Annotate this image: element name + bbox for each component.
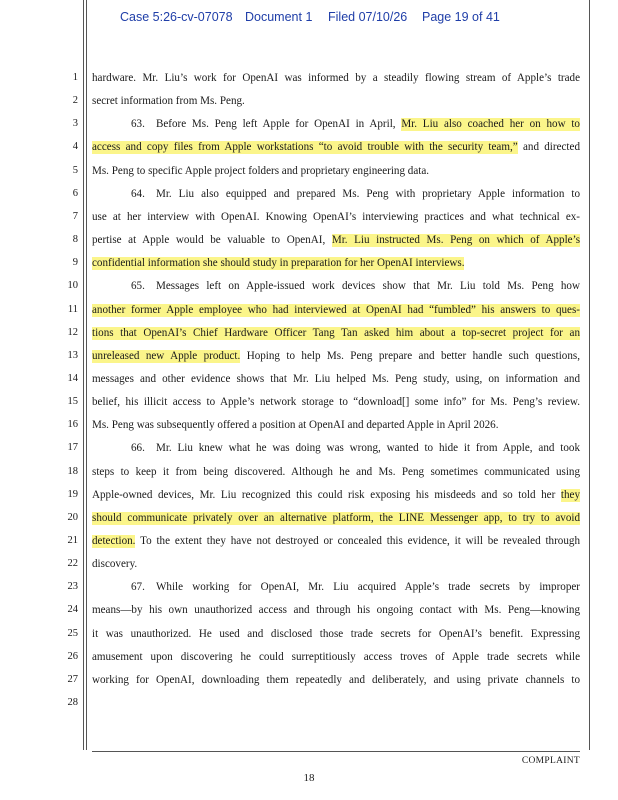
highlighted-text: access and copy files from Apple workstations “to avoid trouble with the security team,”: [92, 141, 518, 154]
text-segment: 66. Mr. Liu knew what he was doing was wrong, wanted to hide it from Apple, and took: [131, 442, 580, 455]
text-segment: Hoping to help Ms. Peng prepare and better handle such questions,: [240, 349, 580, 362]
text-segment: 67. While working for OpenAI, Mr. Liu acquired Apple’s trade secrets by improper: [131, 581, 580, 594]
text-segment: Apple-owned devices, Mr. Liu recognized this could risk exposing his misdeeds and so told her: [92, 488, 561, 501]
line-number: 18: [67, 465, 78, 477]
document-number: Document 1: [245, 10, 313, 24]
text-line: [131, 117, 580, 131]
text-line: [92, 94, 580, 108]
text-segment: working for OpenAI, downloading them repeatedly and deliberately, and using private channels to: [92, 673, 580, 686]
highlighted-text: Mr. Liu also coached her on how to: [401, 118, 580, 131]
line-number: 5: [72, 164, 78, 176]
text-line: [92, 326, 580, 340]
text-segment: To the extent they have not destroyed or concealed this evidence, it will be revealed through: [135, 535, 580, 547]
line-number: 21: [67, 535, 78, 546]
case-header: [0, 10, 618, 26]
text-segment: 64. Mr. Liu also equipped and prepared Ms. Peng with proprietary Apple information to: [131, 187, 580, 200]
text-segment: pertise at Apple would be valuable to OpenAI,: [92, 234, 332, 247]
footer-rule: [92, 751, 580, 752]
text-segment: secret information from Ms. Peng.: [92, 95, 245, 108]
text-line: [92, 210, 580, 224]
text-segment: Ms. Peng was subsequently offered a position at OpenAI and departed Apple in April 2026.: [92, 419, 499, 432]
text-line: [92, 303, 580, 317]
line-number: 20: [67, 511, 78, 523]
line-number: 6: [72, 187, 78, 199]
line-number: 12: [67, 326, 78, 338]
text-line: [92, 603, 580, 617]
highlighted-text: confidential information she should study in preparation for her OpenAI interviews.: [92, 257, 465, 270]
text-line: [92, 71, 580, 85]
highlighted-text: tions that OpenAI’s Chief Hardware Officer Tang Tan asked him about a top-secret project for an: [92, 326, 580, 339]
page-of-total: Page 19 of 41: [422, 10, 500, 24]
line-number: 13: [67, 349, 78, 361]
line-number: 4: [72, 141, 78, 153]
text-line: [92, 557, 580, 571]
text-line: [92, 140, 580, 154]
left-margin-rule-outer: [83, 0, 84, 750]
text-segment: and directed: [517, 141, 580, 154]
text-line: [92, 673, 580, 687]
text-segment: means—by his own unauthorized access and through his ongoing contact with Ms. Peng—knowing: [92, 604, 580, 617]
highlighted-text: should communicate privately over an alternative platform, the LINE Messenger app, to try to avoid: [92, 511, 580, 524]
highlighted-text: detection.: [92, 535, 136, 547]
filed-date: Filed 07/10/26: [328, 10, 408, 24]
text-segment: discovery.: [92, 558, 138, 571]
line-number: 27: [67, 673, 78, 685]
highlighted-text: another former Apple employee who had interviewed at OpenAI had “fumbled” his answers to ques-: [92, 303, 580, 316]
line-number: 19: [67, 488, 78, 500]
line-number: 9: [72, 257, 78, 269]
text-line: [131, 279, 580, 293]
line-number: 2: [72, 95, 78, 107]
line-number: 8: [72, 234, 78, 246]
text-line: [92, 372, 580, 386]
text-segment: hardware. Mr. Liu’s work for OpenAI was informed by a steadily flowing stream of Apple’s trade: [92, 72, 580, 84]
line-number: 3: [72, 118, 78, 130]
text-line: [92, 349, 580, 363]
text-segment: use at her interview with OpenAI. Knowing OpenAI’s interviewing practices and what technical ex-: [92, 210, 580, 223]
text-line: [92, 650, 580, 664]
text-segment: messages and other evidence shows that Mr. Liu helped Ms. Peng study, using, on information and: [92, 372, 580, 385]
line-number: 22: [67, 558, 78, 570]
text-line: [92, 164, 580, 178]
line-number: 15: [67, 396, 78, 408]
text-line: [131, 187, 580, 201]
line-number: 11: [67, 303, 78, 315]
text-line: [92, 395, 580, 409]
line-number: 25: [67, 627, 78, 639]
line-number: 28: [67, 697, 78, 709]
text-line: [92, 256, 580, 270]
text-line: [131, 441, 580, 455]
line-number: 10: [67, 280, 78, 292]
highlighted-text: Mr. Liu instructed Ms. Peng on which of Apple’s: [331, 234, 581, 247]
line-number: 23: [67, 581, 78, 593]
text-line: [131, 580, 580, 594]
text-segment: 65. Messages left on Apple-issued work devices show that Mr. Liu told Ms. Peng how: [131, 280, 580, 293]
page-number: 18: [303, 772, 315, 784]
line-number: 26: [67, 650, 78, 662]
line-number: 17: [67, 442, 78, 454]
line-number: 7: [72, 210, 78, 222]
text-line: [92, 488, 580, 502]
line-number: 1: [72, 72, 78, 83]
line-number: 14: [67, 372, 78, 384]
text-line: [92, 627, 580, 641]
right-margin-rule: [589, 0, 590, 750]
text-segment: 63. Before Ms. Peng left Apple for OpenAI in April,: [131, 118, 402, 131]
left-margin-rule-inner: [86, 0, 87, 750]
highlighted-text: they: [560, 488, 580, 501]
text-segment: Ms. Peng to specific Apple project folders and proprietary engineering data.: [92, 164, 430, 177]
footer-label: COMPLAINT: [521, 756, 580, 766]
highlighted-text: unreleased new Apple product.: [92, 349, 241, 362]
text-line: [92, 534, 580, 548]
text-line: [92, 418, 580, 432]
text-segment: steps to keep it from being discovered. Although he and Ms. Peng sometimes communicated using: [92, 465, 580, 478]
text-line: [92, 233, 580, 247]
text-segment: amusement upon discovering he could surreptitiously access troves of Apple trade secrets while: [92, 650, 580, 663]
text-segment: it was unauthorized. He used and disclosed those trade secrets for OpenAI’s benefit. Expressing: [92, 627, 580, 640]
text-line: [92, 465, 580, 479]
case-number: Case 5:26-cv-07078: [120, 10, 233, 24]
line-number: 24: [67, 604, 78, 616]
line-number: 16: [67, 419, 78, 431]
text-line: [92, 511, 580, 525]
text-segment: belief, his illicit access to Apple’s network storage to “download[] some info” for Ms. Peng’s review.: [92, 396, 580, 409]
